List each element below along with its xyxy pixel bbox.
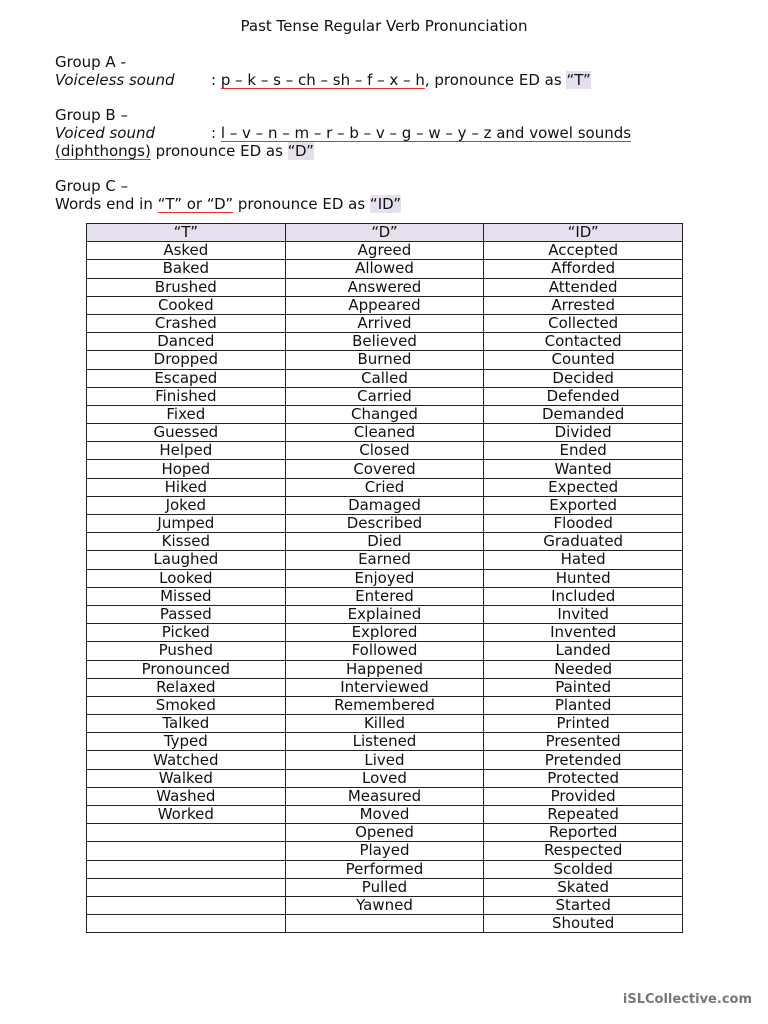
group-c-prefix: Words end in <box>55 195 158 213</box>
cell-d: Enjoyed <box>285 569 484 587</box>
cell-d: Measured <box>285 787 484 805</box>
cell-t: Looked <box>87 569 286 587</box>
cell-t: Talked <box>87 715 286 733</box>
cell-t: Walked <box>87 769 286 787</box>
group-a-result: “T” <box>566 71 591 89</box>
table-row <box>87 496 683 514</box>
group-b-rest: pronounce ED as <box>150 142 288 160</box>
cell-d: Closed <box>285 442 484 460</box>
column-header-t: “T” <box>87 224 286 242</box>
cell-d: Agreed <box>285 242 484 260</box>
table-row <box>87 769 683 787</box>
table-row <box>87 878 683 896</box>
table-row <box>87 460 683 478</box>
cell-t: Worked <box>87 806 286 824</box>
cell-t <box>87 878 286 896</box>
cell-t: Jumped <box>87 515 286 533</box>
verb-table <box>86 223 683 933</box>
cell-id: Exported <box>484 496 683 514</box>
cell-d: Loved <box>285 769 484 787</box>
group-a-sounds: p – k – s – ch – sh – f – x – h <box>220 71 425 89</box>
cell-t: Cooked <box>87 296 286 314</box>
cell-d: Yawned <box>285 896 484 914</box>
cell-id: Respected <box>484 842 683 860</box>
cell-t: Passed <box>87 605 286 623</box>
cell-id: Shouted <box>484 915 683 933</box>
group-b-section <box>55 106 735 160</box>
table-row <box>87 387 683 405</box>
cell-t: Fixed <box>87 405 286 423</box>
cell-id: Defended <box>484 387 683 405</box>
table-row <box>87 751 683 769</box>
cell-id: Attended <box>484 278 683 296</box>
cell-d: Earned <box>285 551 484 569</box>
table-row <box>87 587 683 605</box>
cell-id: Protected <box>484 769 683 787</box>
cell-d: Happened <box>285 660 484 678</box>
table-row <box>87 515 683 533</box>
group-c-section <box>55 177 735 213</box>
cell-id: Flooded <box>484 515 683 533</box>
cell-id: Skated <box>484 878 683 896</box>
cell-id: Started <box>484 896 683 914</box>
cell-t: Guessed <box>87 424 286 442</box>
cell-id: Afforded <box>484 260 683 278</box>
cell-d: Cleaned <box>285 424 484 442</box>
table-row <box>87 442 683 460</box>
cell-t: Hoped <box>87 460 286 478</box>
cell-t: Baked <box>87 260 286 278</box>
cell-d: Entered <box>285 587 484 605</box>
table-row <box>87 278 683 296</box>
table-row <box>87 314 683 332</box>
cell-t: Hiked <box>87 478 286 496</box>
cell-d: Changed <box>285 405 484 423</box>
cell-id: Contacted <box>484 333 683 351</box>
cell-t <box>87 842 286 860</box>
cell-id: Invented <box>484 624 683 642</box>
cell-id: Collected <box>484 314 683 332</box>
cell-id: Counted <box>484 351 683 369</box>
cell-t <box>87 860 286 878</box>
table-row <box>87 405 683 423</box>
cell-t: Laughed <box>87 551 286 569</box>
watermark: iSLCollective.com <box>622 992 752 1007</box>
group-c-rest: pronounce ED as <box>233 195 370 213</box>
cell-id: Scolded <box>484 860 683 878</box>
table-row <box>87 787 683 805</box>
cell-t: Missed <box>87 587 286 605</box>
group-a-rest: , pronounce ED as <box>424 71 567 89</box>
cell-id: Invited <box>484 605 683 623</box>
group-b-result: “D” <box>287 142 314 160</box>
cell-t: Pushed <box>87 642 286 660</box>
cell-id: Hunted <box>484 569 683 587</box>
verb-table-header-row <box>87 224 683 242</box>
cell-id: Decided <box>484 369 683 387</box>
group-b-heading: Group B – <box>55 106 128 124</box>
table-row <box>87 824 683 842</box>
cell-d: Appeared <box>285 296 484 314</box>
cell-d: Opened <box>285 824 484 842</box>
cell-d: Pulled <box>285 878 484 896</box>
cell-t: Picked <box>87 624 286 642</box>
cell-id: Reported <box>484 824 683 842</box>
cell-id: Wanted <box>484 460 683 478</box>
cell-d: Moved <box>285 806 484 824</box>
cell-t <box>87 915 286 933</box>
table-row <box>87 296 683 314</box>
table-row <box>87 551 683 569</box>
cell-t: Relaxed <box>87 678 286 696</box>
table-row <box>87 478 683 496</box>
cell-id: Accepted <box>484 242 683 260</box>
column-header-d: “D” <box>285 224 484 242</box>
cell-t: Finished <box>87 387 286 405</box>
table-row <box>87 896 683 914</box>
column-header-id: “ID” <box>484 224 683 242</box>
cell-d: Burned <box>285 351 484 369</box>
verb-table-body <box>87 242 683 933</box>
cell-id: Planted <box>484 696 683 714</box>
cell-t: Watched <box>87 751 286 769</box>
cell-t: Brushed <box>87 278 286 296</box>
cell-id: Divided <box>484 424 683 442</box>
cell-d: Arrived <box>285 314 484 332</box>
table-row <box>87 915 683 933</box>
cell-t: Dropped <box>87 351 286 369</box>
group-c-endings: “T” or “D” <box>157 195 234 213</box>
cell-d: Died <box>285 533 484 551</box>
page-title: Past Tense Regular Verb Pronunciation <box>240 17 528 35</box>
cell-id: Painted <box>484 678 683 696</box>
cell-t: Typed <box>87 733 286 751</box>
group-a-heading: Group A - <box>55 53 126 71</box>
cell-d: Cried <box>285 478 484 496</box>
table-row <box>87 351 683 369</box>
cell-id: Pretended <box>484 751 683 769</box>
cell-d: Lived <box>285 751 484 769</box>
cell-t: Danced <box>87 333 286 351</box>
table-row <box>87 842 683 860</box>
cell-d: Performed <box>285 860 484 878</box>
table-row <box>87 678 683 696</box>
cell-d: Played <box>285 842 484 860</box>
table-row <box>87 696 683 714</box>
table-row <box>87 569 683 587</box>
cell-d: Damaged <box>285 496 484 514</box>
cell-t <box>87 896 286 914</box>
cell-id: Expected <box>484 478 683 496</box>
cell-d: Believed <box>285 333 484 351</box>
cell-d: Answered <box>285 278 484 296</box>
cell-d: Remembered <box>285 696 484 714</box>
cell-t: Asked <box>87 242 286 260</box>
group-a-colon: : <box>211 71 221 89</box>
cell-t: Smoked <box>87 696 286 714</box>
group-b-sounds-cont: (diphthongs) <box>55 142 151 160</box>
cell-d: Carried <box>285 387 484 405</box>
group-c-result: “ID” <box>369 195 402 213</box>
cell-d: Called <box>285 369 484 387</box>
cell-t: Pronounced <box>87 660 286 678</box>
table-row <box>87 369 683 387</box>
group-b-sounds: l – v – n – m – r – b – v – g – w – y – z and vowel sounds <box>220 124 632 142</box>
group-a-section <box>55 53 735 89</box>
table-row <box>87 642 683 660</box>
cell-d: Followed <box>285 642 484 660</box>
cell-d: Listened <box>285 733 484 751</box>
group-b-label: Voiced sound <box>55 124 156 142</box>
cell-id: Hated <box>484 551 683 569</box>
table-row <box>87 333 683 351</box>
cell-t: Crashed <box>87 314 286 332</box>
group-a-label: Voiceless sound <box>55 71 175 89</box>
cell-d: Covered <box>285 460 484 478</box>
cell-d: Explained <box>285 605 484 623</box>
cell-id: Printed <box>484 715 683 733</box>
cell-t: Helped <box>87 442 286 460</box>
cell-d: Killed <box>285 715 484 733</box>
group-b-colon: : <box>211 124 221 142</box>
cell-id: Needed <box>484 660 683 678</box>
cell-d: Interviewed <box>285 678 484 696</box>
cell-t: Joked <box>87 496 286 514</box>
cell-d: Allowed <box>285 260 484 278</box>
table-row <box>87 242 683 260</box>
cell-id: Demanded <box>484 405 683 423</box>
table-row <box>87 424 683 442</box>
cell-t: Washed <box>87 787 286 805</box>
table-row <box>87 533 683 551</box>
cell-d: Described <box>285 515 484 533</box>
table-row <box>87 715 683 733</box>
cell-id: Repeated <box>484 806 683 824</box>
cell-id: Landed <box>484 642 683 660</box>
cell-d <box>285 915 484 933</box>
cell-id: Graduated <box>484 533 683 551</box>
group-c-heading: Group C – <box>55 177 129 195</box>
cell-t: Kissed <box>87 533 286 551</box>
cell-d: Explored <box>285 624 484 642</box>
cell-t <box>87 824 286 842</box>
table-row <box>87 733 683 751</box>
cell-id: Provided <box>484 787 683 805</box>
table-row <box>87 605 683 623</box>
cell-t: Escaped <box>87 369 286 387</box>
table-row <box>87 860 683 878</box>
table-row <box>87 260 683 278</box>
table-row <box>87 660 683 678</box>
table-row <box>87 806 683 824</box>
table-row <box>87 624 683 642</box>
cell-id: Arrested <box>484 296 683 314</box>
cell-id: Included <box>484 587 683 605</box>
cell-id: Presented <box>484 733 683 751</box>
cell-id: Ended <box>484 442 683 460</box>
